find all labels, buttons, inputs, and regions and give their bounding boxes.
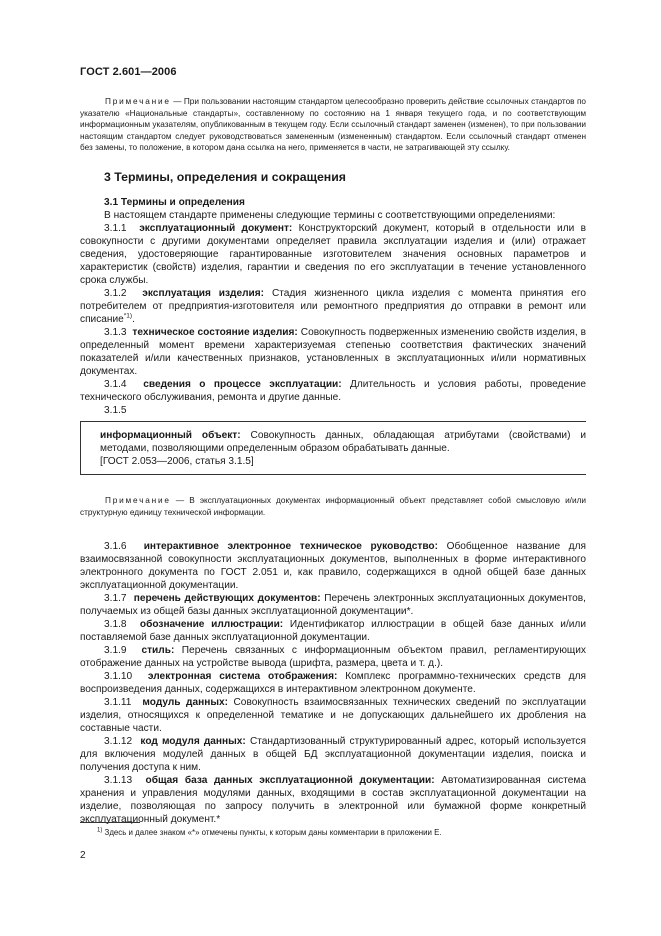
definition-3-1-10	[80, 670, 586, 696]
note-text: — При пользовании настоящим стандартом целесообразно проверить действие ссылочных стандартов по указателю «Национальные стандарты», составленному по состоянию на 1 января текущего года, и по соответствующим информационным указателям, опубликованным в текущем году. Если ссылочный стандарт заменен (изменен), то при пользовании настоящим стандартом следует руководствоваться замененным (измененным) стандартом. Если ссылочный стандарт отменен без замены, то положение, в котором дана ссылка на него, применяется в части, не затрагивающей эту ссылку.	[80, 97, 587, 153]
definition-source: [ГОСТ 2.053—2006, статья 3.1.5]	[100, 455, 254, 467]
definition-number: 3.1.13	[104, 775, 133, 787]
definition-number: 3.1.5	[104, 404, 127, 416]
note-label: Примечание	[105, 495, 171, 505]
definition-term: стиль:	[141, 645, 175, 657]
subsection-title: 3.1 Термины и определения	[104, 196, 245, 208]
footnote-reference: *1)	[123, 312, 133, 320]
definition-number: 3.1.6	[104, 541, 127, 553]
definition-3-1-6	[80, 540, 586, 592]
definition-term: сведения о процессе эксплуатации:	[143, 378, 342, 390]
definition-3-1-8	[80, 618, 586, 644]
note-references	[80, 96, 586, 154]
definition-text: Перечень связанных с информационным объектом правил, регламентирующих отображение данных на устройстве вывода (шрифта, размера, цвета и т. д.).	[80, 645, 586, 670]
definition-text: Стандартизованный структурированный адрес, который используется для включения модулей данных в общей БД эксплуатационной документации изделия, поиска и получения доступа к ним.	[80, 736, 586, 774]
definition-term: техническое состояние изделия:	[132, 326, 298, 338]
definition-term: эксплуатационный документ:	[139, 222, 293, 234]
definition-term: интерактивное электронное техническое руководство:	[143, 541, 438, 553]
note-text: — В эксплуатационных документах информационный объект представляет собой смысловую и/или структурную единицу технической информации.	[80, 495, 587, 517]
boxed-definition-body	[100, 429, 586, 455]
page-content	[80, 96, 586, 826]
definition-text: Обобщенное название для взаимосвязанной совокупности эксплуатационных документов, выполненных в форме интерактивного электронного документа по ГОСТ 2.051 и, как правило, содержащихся в одной общей базе данных эксплуатационной документации.	[80, 541, 586, 592]
definition-3-1-5-number	[80, 404, 586, 417]
definition-3-1-11	[80, 696, 586, 735]
section-title: 3 Термины, определения и сокращения	[104, 169, 346, 184]
definitions-block-2	[80, 540, 586, 826]
definition-3-1-3	[80, 326, 586, 378]
footnote-mark: 1)	[97, 827, 103, 834]
definition-text: Совокупность взаимосвязанных технических сведений по эксплуатации изделия, относящихся к определенной тематике и не допускающих дальнейшего их дробления на составные части.	[80, 697, 586, 735]
definition-text: Конструкторский документ, который в отдельности или в совокупности с другими документами определяет правила эксплуатации изделия и (или) отражает сведения, удостоверяющие гарантированные изготовителем значения основных параметров и характеристик (свойств) изделия, гарантии и сведения по его эксплуатации в течение установленного срока службы.	[80, 222, 586, 286]
definition-term: перечень действующих документов:	[133, 593, 321, 605]
definition-number: 3.1.2	[104, 287, 127, 299]
footnote-text: Здесь и далее знаком «*» отмечены пункты, к которым даны комментарии в приложении Е.	[104, 828, 442, 837]
definition-number: 3.1.4	[104, 378, 127, 390]
definition-3-1-13	[80, 774, 586, 826]
definition-number: 3.1.12	[104, 736, 133, 748]
definition-number: 3.1.1	[104, 222, 127, 234]
definition-number: 3.1.11	[104, 697, 132, 709]
note-information-object	[80, 495, 586, 518]
page-number: 2	[80, 850, 86, 861]
definition-text: Длительность и условия работы, проведение технического обслуживания, ремонта и другие данные.	[80, 378, 586, 403]
definition-term: общая база данных эксплуатационной документации:	[145, 775, 435, 787]
definition-term: модуль данных:	[142, 697, 228, 709]
boxed-definition-3-1-5	[80, 421, 586, 475]
definition-3-1-2	[80, 287, 586, 326]
definition-number: 3.1.9	[104, 645, 127, 657]
subsection-intro: В настоящем стандарте применены следующие термины с соответствующими определениями:	[104, 209, 556, 221]
definition-text: Перечень электронных эксплуатационных документов, получаемых из общей базы данных эксплуатационной документации*.	[80, 593, 586, 618]
footnote	[97, 828, 442, 837]
definition-3-1-12	[80, 735, 586, 774]
definition-term: код модуля данных:	[140, 736, 246, 748]
definition-number: 3.1.7	[104, 593, 127, 605]
footnote-divider	[80, 822, 140, 823]
definition-term: электронная система отображения:	[147, 671, 338, 683]
definition-number: 3.1.3	[104, 326, 127, 338]
definition-3-1-1	[80, 222, 586, 287]
note-label: Примечание	[105, 97, 171, 106]
definition-text: Автоматизированная система хранения и управления модулями данных, входящими в состав эксплуатационной документации на изделие, позволяющая по запросу получить в электронной или бумажной форме конкретный эксплуатационный документ.*	[80, 775, 586, 826]
document-header: ГОСТ 2.601—2006	[80, 66, 177, 78]
definition-tail: .	[132, 313, 135, 325]
definition-term: обозначение иллюстрации:	[139, 619, 284, 631]
definition-term: эксплуатация изделия:	[142, 287, 265, 299]
definition-number: 3.1.8	[104, 619, 127, 631]
definition-text: Стадия жизненного цикла изделия с момента принятия его потребителем от предприятия-изготовителя или ремонтного предприятия до отправки в ремонт или списание	[80, 287, 586, 325]
definition-number: 3.1.10	[104, 671, 133, 683]
definition-text: Комплекс программно-технических средств для воспроизведения данных, содержащихся в интерактивном электронном документе.	[80, 671, 586, 696]
definition-text: Идентификатор иллюстрации в общей базе данных и/или поставляемой базе данных эксплуатационной документации.	[80, 619, 586, 644]
definition-3-1-4	[80, 378, 586, 404]
definition-term: информационный объект:	[100, 429, 241, 441]
definition-text: Совокупность подверженных изменению свойств изделия, в определенный момент времени характеризуемая степенью соответствия фактических значений показателей и/или качественных признаков, установленных в эксплуатационных и/или нормативных документах.	[80, 326, 586, 377]
definition-3-1-7	[80, 592, 586, 618]
definition-3-1-9	[80, 644, 586, 670]
definition-text: Совокупность данных, обладающая атрибутами (свойствами) и методами, позволяющими определенным образом обрабатывать данные.	[100, 429, 586, 454]
